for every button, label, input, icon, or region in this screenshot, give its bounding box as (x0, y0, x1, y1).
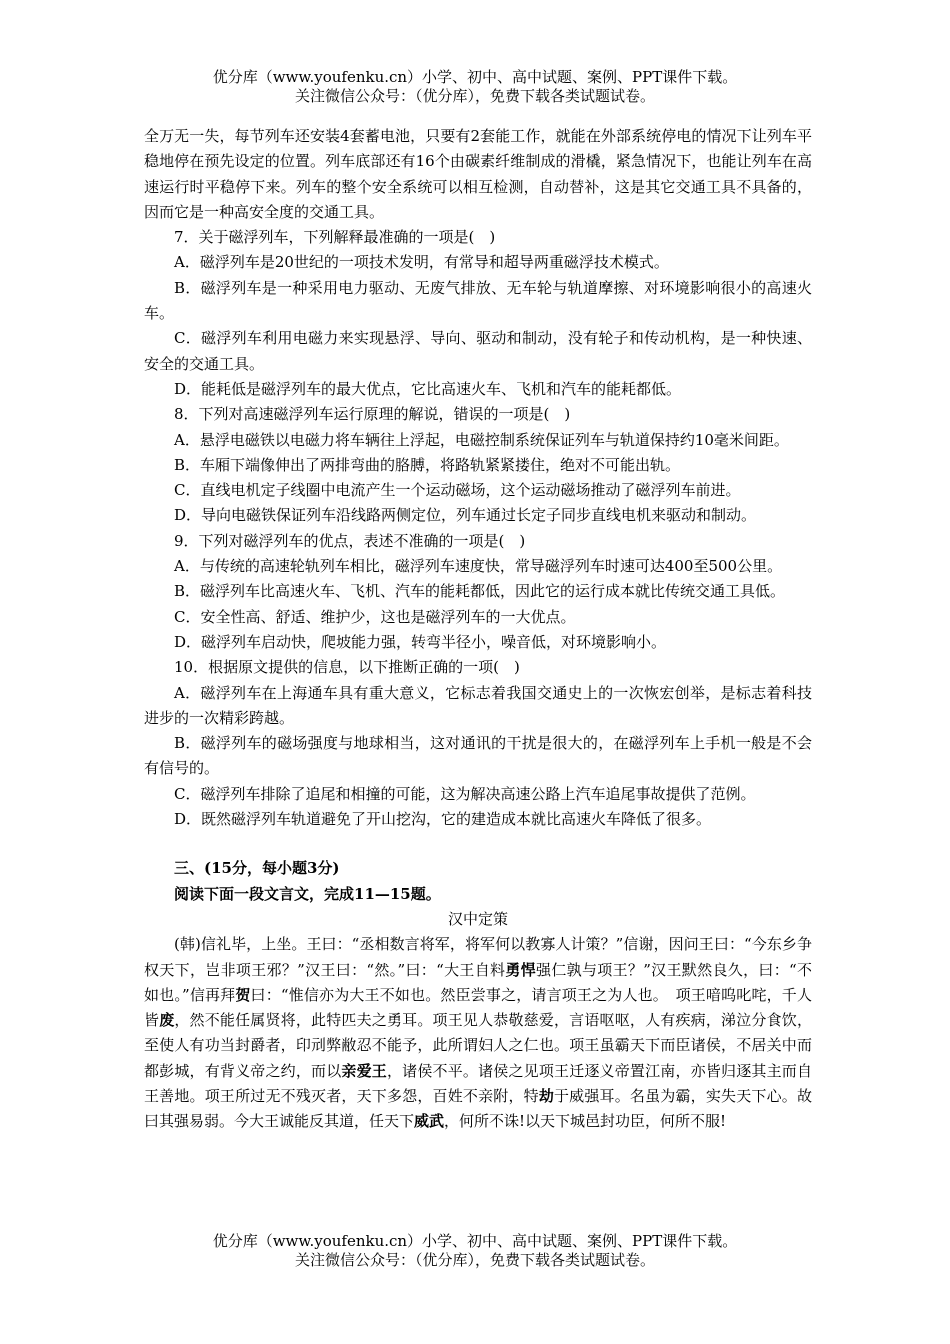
question-9-option-b: B．磁浮列车比高速火车、飞机、汽车的能耗都低，因此它的运行成本就比传统交通工具低。 (174, 582, 786, 601)
question-8-option-d: D．导向电磁铁保证列车沿线路两侧定位，列车通过长定子同步直线电机来驱动和制动。 (174, 506, 757, 525)
page-header (0, 68, 950, 106)
question-10-option-a: A．磁浮列车在上海通车具有重大意义，它标志着我国交通史上的一次恢宏创举，是标志着科技进步的一次精彩跨越。 (144, 683, 812, 727)
classical-text-segment: 于威强耳。名虽为霸，实失天下心。故曰其强易弱。今大王诚能反其道，任天下 (144, 1086, 812, 1131)
classical-text-segment: (韩)信礼毕，上坐。王曰：“丞相数言将军，将军何以教寡人计策？”信谢，因问王曰：“今东乡争权天下，岂非项王邪？”汉王曰：“然。”曰：“大王自料 (144, 935, 812, 979)
header-line-1: 优分库（www.youfenku.cn）小学、初中、高中试题、案例、PPT课件下载。 (212, 68, 738, 86)
question-9-option-d: D．磁浮列车启动快，爬坡能力强，转弯半径小，噪音低，对环境影响小。 (174, 632, 667, 651)
header-line-2: 关注微信公众号：（优分库），免费下载各类试题试卷。 (294, 87, 655, 105)
question-9-stem: 9．下列对磁浮列车的优点，表述不准确的一项是( ) (174, 531, 526, 550)
bold-keyword: 威武 (414, 1112, 445, 1131)
bold-keyword: 劫 (538, 1086, 554, 1105)
question-7-option-d: D．能耗低是磁浮列车的最大优点，它比高速火车、飞机和汽车的能耗都低。 (174, 379, 682, 398)
classical-text-segment: ，然不能任属贤将，此特匹夫之勇耳。项王见人恭敬慈爱，言语呕呕，人有疾病，涕泣分食饮，至使人有功当封爵者，印刓弊敝忍不能予，此所谓妇人之仁也。项王虽霸天下而臣诸侯，不居关中而都彭城，有背义帝之约，而以 (144, 1011, 812, 1080)
question-8-option-a: A．悬浮电磁铁以电磁力将车辆往上浮起，电磁控制系统保证列车与轨道保持约10毫米间距。 (174, 430, 789, 449)
footer-line-2: 关注微信公众号：（优分库），免费下载各类试题试卷。 (294, 1251, 655, 1269)
question-8-option-b: B．车厢下端像伸出了两排弯曲的胳膊，将路轨紧紧搂住，绝对不可能出轨。 (174, 455, 681, 474)
classical-text-title: 汉中定策 (447, 909, 508, 928)
page-footer (0, 1232, 950, 1270)
question-8-option-c: C．直线电机定子线圈中电流产生一个运动磁场，这个运动磁场推动了磁浮列车前进。 (174, 481, 741, 500)
bold-keyword: 贺 (235, 985, 251, 1004)
classical-text-segment: ，何所不诛!以天下城邑封功臣，何所不服! (444, 1112, 727, 1131)
section-3-heading: 三、(15分，每小题3分) (174, 859, 340, 878)
question-10-option-b: B．磁浮列车的磁场强度与地球相当，这对通讯的干扰是很大的，在磁浮列车上手机一般是不会有信号的。 (144, 734, 812, 778)
footer-line-1: 优分库（www.youfenku.cn）小学、初中、高中试题、案例、PPT课件下载。 (212, 1232, 738, 1250)
document-body (144, 124, 812, 1135)
question-9-option-c: C．安全性高、舒适、维护少，这也是磁浮列车的一大优点。 (174, 607, 576, 626)
section-3-instruction: 阅读下面一段文言文，完成11—15题。 (174, 884, 441, 903)
question-8-stem: 8．下列对高速磁浮列车运行原理的解说，错误的一项是( ) (174, 405, 571, 424)
classical-text-segment: 强仁孰与项王？”汉王默然良久，曰：“不如也。”信再拜 (144, 960, 812, 1004)
question-10-option-d: D．既然磁浮列车轨道避免了开山挖沟，它的建造成本就比高速火车降低了很多。 (174, 810, 712, 829)
classical-text-paragraph (144, 932, 812, 1134)
question-7-stem: 7．关于磁浮列车，下列解释最准确的一项是( ) (174, 228, 496, 247)
bold-keyword: 勇悍 (505, 960, 536, 979)
bold-keyword: 亲爱王 (341, 1061, 387, 1080)
classical-text-segment: ，诸侯不平。诸侯之见项王迁逐义帝置江南，亦皆归逐其主而自王善地。项王所过无不残灭者，天下多怨，百姓不亲附，特 (144, 1061, 812, 1105)
question-10-stem: 10．根据原文提供的信息，以下推断正确的一项( ) (174, 658, 520, 677)
question-10-option-c: C．磁浮列车排除了追尾和相撞的可能，这为解决高速公路上汽车追尾事故提供了范例。 (174, 784, 756, 803)
question-7-option-a: A．磁浮列车是20世纪的一项技术发明，有常导和超导两重磁浮技术模式。 (174, 253, 669, 272)
section-spacer (144, 832, 812, 856)
question-7-option-c: C．磁浮列车利用电磁力来实现悬浮、导向、驱动和制动，没有轮子和传动机构，是一种快速、安全的交通工具。 (144, 329, 812, 373)
classical-text-segment: 曰：“惟信亦为大王不如也。然臣尝事之，请言项王之为人也。 项王喑呜叱咤，千人皆 (144, 985, 812, 1030)
passage-ending: 全万无一失，每节列车还安装4套蓄电池，只要有2套能工作，就能在外部系统停电的情况下让列车平稳地停在预先设定的位置。列车底部还有16个由碳素纤维制成的滑橇，紧急情况下，也能让列车在高速运行时平稳停下来。列车的整个安全系统可以相互检测，自动替补，这是其它交通工具不具备的，因而它是一种高安全度的交通工具。 (144, 127, 812, 221)
question-9-option-a: A．与传统的高速轮轨列车相比，磁浮列车速度快，常导磁浮列车时速可达400至500公里。 (174, 557, 783, 576)
bold-keyword: 废 (159, 1011, 175, 1030)
question-7-option-b: B．磁浮列车是一种采用电力驱动、无废气排放、无车轮与轨道摩擦、对环境影响很小的高速火车。 (144, 278, 812, 323)
